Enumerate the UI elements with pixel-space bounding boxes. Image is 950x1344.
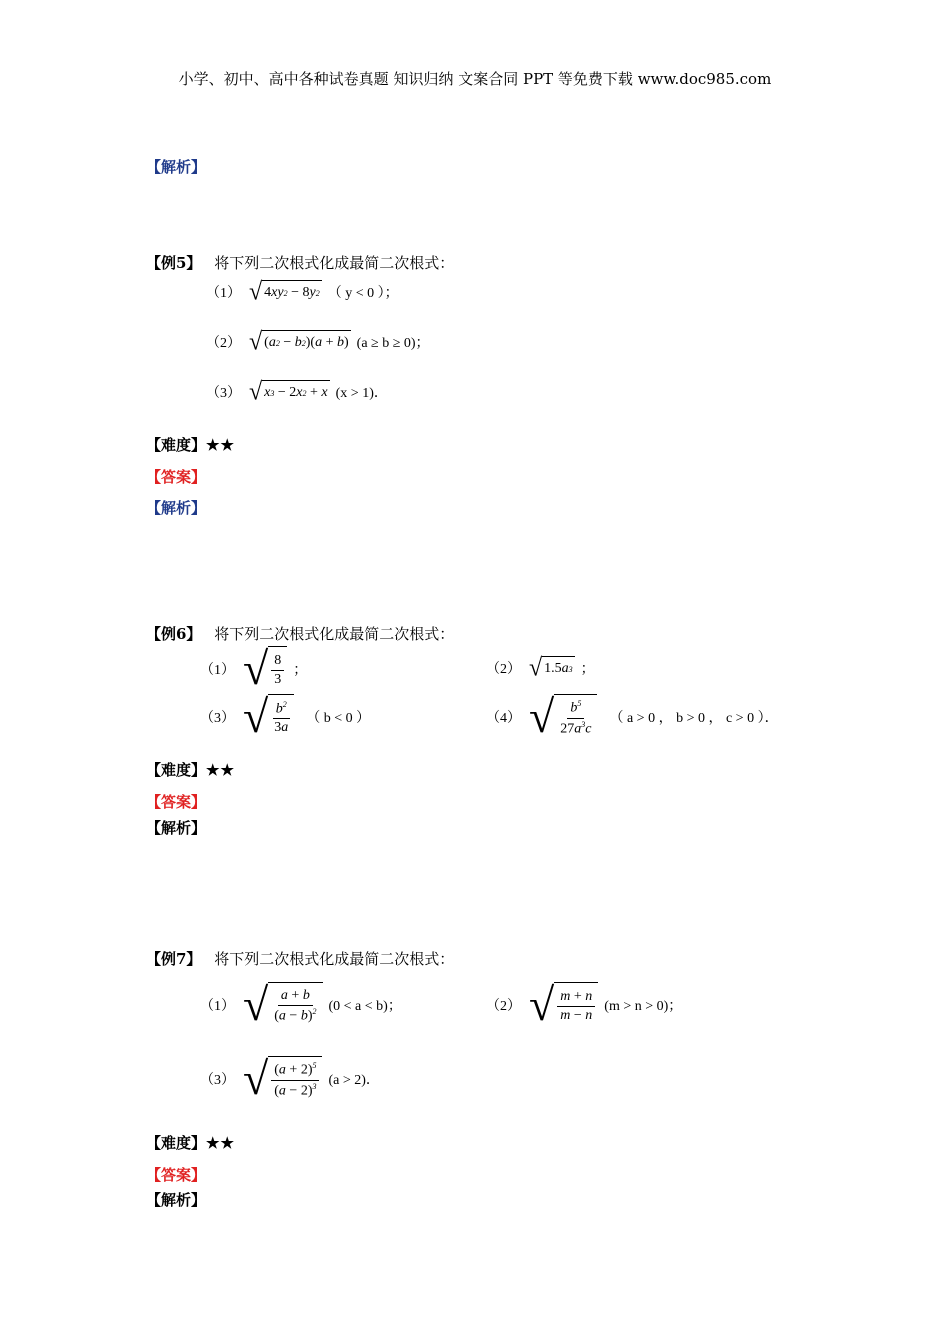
difficulty-line-5 (146, 434, 235, 455)
ex7-item-2-formula: √ $\frac{m + n}{m - n}$ (529, 982, 598, 1028)
example-7-prompt: 将下列二次根式化成最简二次根式： (214, 950, 455, 968)
condition: （ y < 0 ）； (327, 286, 399, 301)
difficulty-line-7 (146, 1132, 235, 1153)
ex6-item-2-formula: √ 1.5 a 3 (529, 654, 573, 682)
ex6-item-3-formula: √ $\frac{b^2}{3a}$ (243, 694, 294, 740)
condition: (a > 2)． (328, 1073, 380, 1088)
page-header: 小学、初中、高中各种试卷真题 知识归纳 文案合同 PPT 等免费下载 www.doc985.com (178, 70, 772, 88)
item-number: （2） (486, 999, 521, 1014)
example-6-item-4 (486, 691, 779, 742)
example-7-heading (146, 948, 454, 969)
analysis-label-7: 【解析】 (146, 1191, 207, 1209)
ex5-item-2-formula: √ ( a 2 − b 2 )( a + b ) (249, 328, 349, 356)
example-6-label: 【例6】 (146, 625, 202, 643)
example-7-item-3 (200, 1053, 380, 1104)
difficulty-label: 【难度】 (146, 1134, 207, 1152)
item-number: （2） (206, 336, 241, 351)
ex7-item-3-formula: √ $\frac{(a + 2)^5}{(a - 2)^3}$ (243, 1056, 322, 1102)
difficulty-stars: ★★ (206, 761, 235, 779)
condition: (x > 1)． (335, 386, 388, 401)
example-7-label: 【例7】 (146, 950, 202, 968)
item-number: （3） (200, 1073, 235, 1088)
analysis-label-6: 【解析】 (146, 819, 207, 837)
item-number: （3） (200, 711, 235, 726)
difficulty-label: 【难度】 (146, 761, 207, 779)
item-number: （3） (206, 386, 241, 401)
example-5-item-2 (206, 330, 430, 354)
condition: ； (580, 662, 595, 677)
condition: (m > n > 0)； (604, 999, 683, 1014)
condition: (a ≥ b ≥ 0)； (356, 336, 430, 351)
example-6-prompt: 将下列二次根式化成最简二次根式： (214, 625, 455, 643)
item-number: （1） (200, 663, 235, 678)
ex6-item-1-formula: √ $\frac{8}{3}$ (243, 646, 287, 692)
answer-label-5: 【答案】 (146, 468, 207, 486)
answer-label-6: 【答案】 (146, 793, 207, 811)
analysis-label-5: 【解析】 (146, 499, 207, 517)
condition: (0 < a < b)； (328, 999, 402, 1014)
example-5-heading (146, 252, 454, 273)
example-6-heading (146, 623, 454, 644)
example-5-label: 【例5】 (146, 254, 202, 272)
example-5-item-1 (206, 280, 399, 304)
ex5-item-3-formula: √ x 3 − 2 x 2 + x (249, 378, 328, 406)
item-number: （4） (486, 711, 521, 726)
difficulty-stars: ★★ (206, 436, 235, 454)
example-7-item-1 (200, 979, 402, 1030)
analysis-label: 【解析】 (146, 158, 207, 176)
condition: （ a > 0 ， b > 0 ， c > 0 ）． (609, 711, 779, 726)
item-number: （1） (200, 999, 235, 1014)
item-number: （2） (486, 662, 521, 677)
example-5-item-3 (206, 380, 388, 404)
condition: （ b < 0 ） (306, 711, 371, 726)
item-number: （1） (206, 286, 241, 301)
ex5-item-1-formula: √ 4 xy 2 − 8 y 2 (249, 278, 320, 306)
condition: ； (293, 663, 308, 678)
ex7-item-1-formula: √ $\frac{a + b}{(a - b)^2}$ (243, 982, 323, 1028)
answer-label-7: 【答案】 (146, 1166, 207, 1184)
example-7-item-2 (486, 979, 683, 1030)
difficulty-label: 【难度】 (146, 436, 207, 454)
ex6-item-4-formula: √ $\frac{b^5}{27a^3c}$ (529, 694, 597, 740)
difficulty-stars: ★★ (206, 1134, 235, 1152)
difficulty-line-6 (146, 759, 235, 780)
example-5-prompt: 将下列二次根式化成最简二次根式： (214, 254, 455, 272)
example-6-item-2 (486, 656, 595, 680)
example-6-item-1 (200, 643, 308, 694)
example-6-item-3 (200, 691, 371, 742)
